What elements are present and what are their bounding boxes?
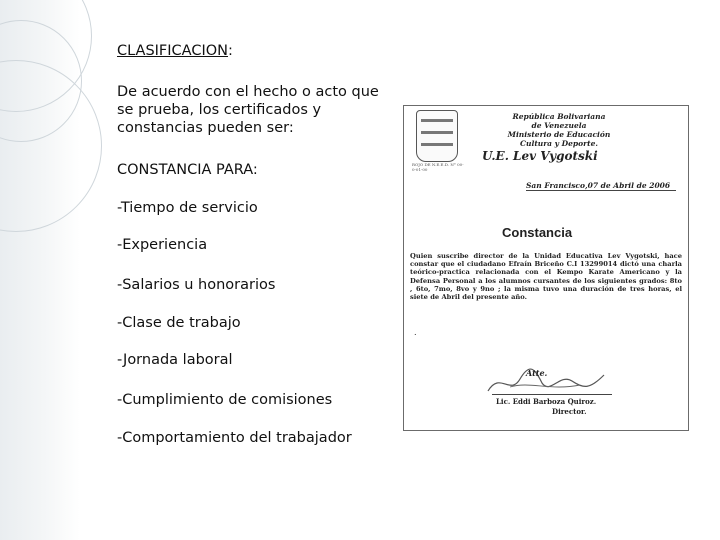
certificate-date: San Francisco,07 de Abril de 2006: [526, 181, 671, 190]
header-line: de Venezuela: [531, 121, 587, 130]
signature-icon: [480, 361, 610, 401]
header-line: República Bolivariana: [512, 112, 606, 121]
slide-intro: De acuerdo con el hecho o acto que se prueba, los certificados y constancias pueden ser:: [117, 84, 379, 136]
slide-heading: [117, 43, 233, 59]
closing-text: Atte.: [526, 368, 548, 378]
certificate-header: [479, 112, 639, 148]
list-item: -Clase de trabajo: [117, 315, 241, 331]
certificate-image: [403, 105, 689, 431]
certificate-body: Quien suscribe director de la Unidad Educativa Lev Vygotski, hace constar que el ciudadano Efraín Briceño C.I 13299014 dictó una charla teórico-practica relacionada con el Kempo Karate Americano y la Defensa Personal a los alumnos cursantes de los siguientes grados: 8to , 6to, 7mo, 8vo y 9no ; la misma tuvo una duración de tres horas, el siete de Abril del presente año.: [410, 252, 682, 302]
list-item: -Salarios u honorarios: [117, 277, 276, 293]
slide-subheading: CONSTANCIA PARA:: [117, 162, 258, 178]
header-line: Cultura y Deporte.: [520, 139, 598, 148]
signature-line: [492, 394, 612, 395]
school-name: U.E. Lev Vygotski: [482, 149, 598, 163]
list-item: -Experiencia: [117, 237, 208, 253]
list-item: -Tiempo de servicio: [117, 200, 258, 216]
logo-caption: ROJO DE N.E.E.D. N° 00-0-01-00: [412, 162, 464, 172]
list-item: -Jornada laboral: [117, 352, 233, 368]
decorative-ring: [0, 60, 102, 232]
heading-text: CLASIFICACION: [117, 43, 229, 59]
heading-colon: :: [228, 43, 233, 59]
date-underline: [526, 190, 676, 191]
signer-role: Director.: [552, 407, 587, 416]
header-line: Ministerio de Educación: [507, 130, 611, 139]
list-item: -Cumplimiento de comisiones: [117, 392, 333, 408]
signer-name: Lic. Eddi Barboza Quiroz.: [496, 397, 597, 406]
certificate-title: Constancia: [502, 225, 573, 240]
school-logo-icon: [416, 110, 458, 162]
stray-dot: .: [414, 328, 417, 337]
list-item: -Comportamiento del trabajador: [117, 430, 352, 446]
